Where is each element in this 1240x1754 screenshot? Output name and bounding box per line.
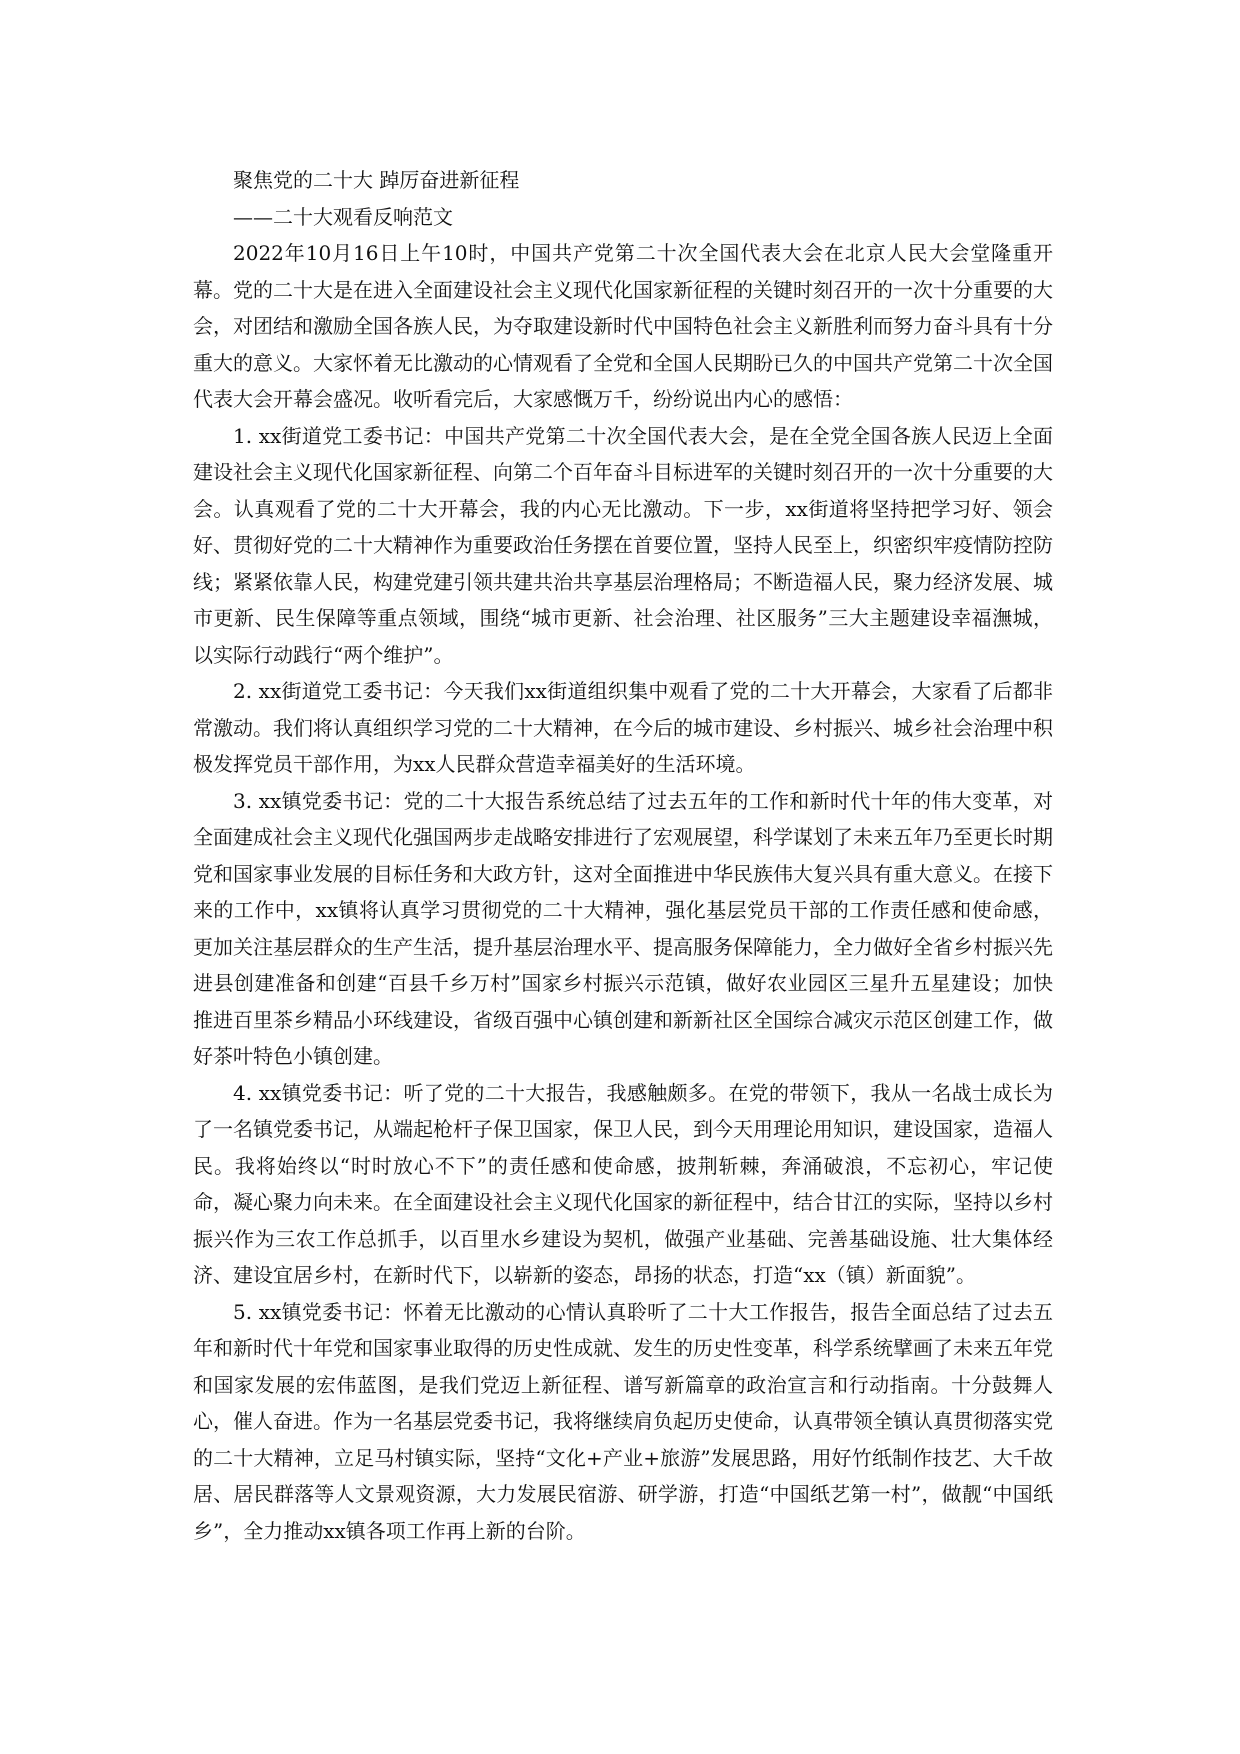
intro-paragraph: 2022年10月16日上午10时，中国共产党第二十次全国代表大会在北京人民大会堂隆重开幕。党的二十大是在进入全面建设社会主义现代化国家新征程的关键时刻召开的一次十分重要的大会，对团结和激励全国各族人民，为夺取建设新时代中国特色社会主义新胜利而努力奋斗具有十分重大的意义。大家怀着无比激动的心情观看了全党和全国人民期盼已久的中国共产党第二十次全国代表大会开幕会盛况。收听看完后，大家感慨万千，纷纷说出内心的感悟： [193,241,1053,411]
document-title: 聚焦党的二十大 踔厉奋进新征程 [233,168,520,192]
document-subtitle: ——二十大观看反响范文 [233,204,453,229]
response-paragraph-3: 3. xx镇党委书记：党的二十大报告系统总结了过去五年的工作和新时代十年的伟大变革，对全面建成社会主义现代化强国两步走战略安排进行了宏观展望，科学谋划了未来五年乃至更长时期党和国家事业发展的目标任务和大政方针，这对全面推进中华民族伟大复兴具有重大意义。在接下来的工作中，xx镇将认真学习贯彻党的二十大精神，强化基层党员干部的工作责任感和使命感，更加关注基层群众的生产生活，提升基层治理水平、提高服务保障能力，全力做好全省乡村振兴先进县创建准备和创建“百县千乡万村”国家乡村振兴示范镇，做好农业园区三星升五星建设；加快推进百里茶乡精品小环线建设，省级百强中心镇创建和新新社区全国综合减灾示范区创建工作，做好茶叶特色小镇创建。 [193,788,1053,1068]
response-paragraph-4: 4. xx镇党委书记：听了党的二十大报告，我感触颇多。在党的带领下，我从一名战士成长为了一名镇党委书记，从端起枪杆子保卫国家，保卫人民，到今天用理论用知识，建设国家，造福人民。我将始终以“时时放心不下”的责任感和使命感，披荆斩棘，奔涌破浪，不忘初心，牢记使命，凝心聚力向未来。在全面建设社会主义现代化国家的新征程中，结合甘江的实际，坚持以乡村振兴作为三农工作总抓手，以百里水乡建设为契机，做强产业基础、完善基础设施、壮大集体经济、建设宜居乡村，在新时代下，以崭新的姿态，昂扬的状态，打造“xx（镇）新面貌”。 [193,1080,1053,1287]
response-paragraph-1: 1. xx街道党工委书记：中国共产党第二十次全国代表大会，是在全党全国各族人民迈上全面建设社会主义现代化国家新征程、向第二个百年奋斗目标进军的关键时刻召开的一次十分重要的大会。认真观看了党的二十大开幕会，我的内心无比激动。下一步，xx街道将坚持把学习好、领会好、贯彻好党的二十大精神作为重要政治任务摆在首要位置，坚持人民至上，织密织牢疫情防控防线；紧紧依靠人民，构建党建引领共建共治共享基层治理格局；不断造福人民，聚力经济发展、城市更新、民生保障等重点领域，围绕“城市更新、社会治理、社区服务”三大主题建设幸福潕城，以实际行动践行“两个维护”。 [193,423,1053,667]
response-paragraph-5: 5. xx镇党委书记：怀着无比激动的心情认真聆听了二十大工作报告，报告全面总结了过去五年和新时代十年党和国家事业取得的历史性成就、发生的历史性变革，科学系统擘画了未来五年党和国家发展的宏伟蓝图，是我们党迈上新征程、谱写新篇章的政治宣言和行动指南。十分鼓舞人心，催人奋进。作为一名基层党委书记，我将继续肩负起历史使命，认真带领全镇认真贯彻落实党的二十大精神，立足马村镇实际，坚持“文化+产业+旅游”发展思路，用好竹纸制作技艺、大千故居、居民群落等人文景观资源，大力发展民宿游、研学游，打造“中国纸艺第一村”，做靓“中国纸乡”，全力推动xx镇各项工作再上新的台阶。 [193,1299,1053,1543]
response-paragraph-2: 2. xx街道党工委书记：今天我们xx街道组织集中观看了党的二十大开幕会，大家看了后都非常激动。我们将认真组织学习党的二十大精神，在今后的城市建设、乡村振兴、城乡社会治理中积极发挥党员干部作用，为xx人民群众营造幸福美好的生活环境。 [193,679,1053,776]
document-body [193,162,1053,1549]
